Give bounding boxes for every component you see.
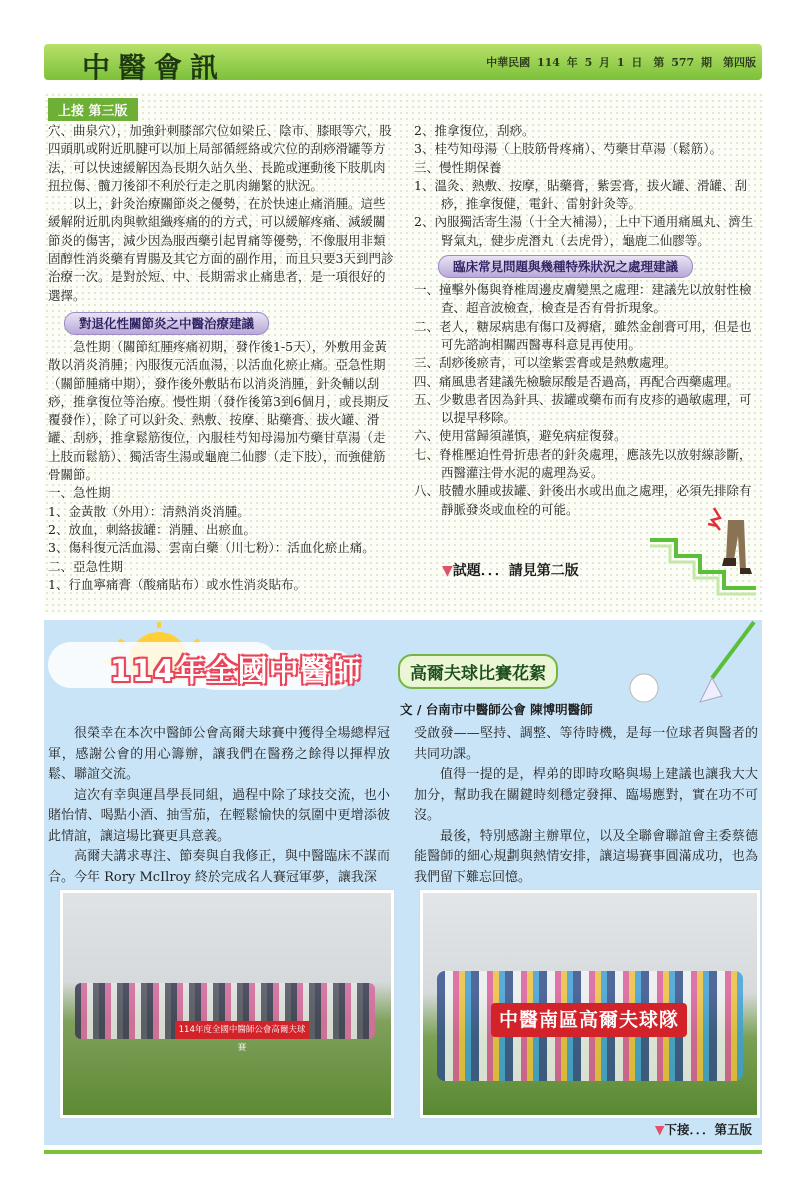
right-column — [414, 122, 758, 519]
right-list-item: 1、溫灸、熱敷、按摩，貼藥膏，紫雲膏，拔火罐、滑罐、刮痧，推拿復健，電針、雷射針灸等。 — [414, 177, 747, 212]
issue-date-line: 中華民國 114 年 5 月 1 日 第 577 期 第四版 — [486, 56, 756, 69]
left-para-3: 急性期（關節紅腫疼痛初期，發作後1-5天），外敷用金黃散以消炎消腫；內服復元活血湯，以活血化瘀止痛。亞急性期（關節腫痛中期），發作後外敷貼布以消炎消腫，針灸輔以刮痧，推拿復位等治療。慢性期（發作後第3到6個月，或長期反覆發作），除了可以針灸、熱敷、按摩、貼藥膏、拔火罐、滑罐、刮痧，推拿鬆筋復位，內服桂芍知母湯加芍藥甘草湯（走上肢而鬆筋）、獨活寄生湯或龜鹿二仙膠（走下肢），而強健筋骨關節。 — [48, 338, 389, 483]
section-heading-special: 臨床常見問題與幾種特殊狀況之處理建議 — [438, 255, 693, 278]
footer-divider — [44, 1150, 762, 1154]
article-subtitle: 高爾夫球比賽花絮 — [398, 654, 558, 689]
article-paragraph: 受啟發——堅持、調整、等待時機，是每一位球者與醫者的共同功課。 — [414, 726, 758, 762]
article-paragraph: 很榮幸在本次中醫師公會高爾夫球賽中獲得全場總桿冠軍，感謝公會的用心籌辦，讓我們在醫務之餘得以揮桿放鬆、聯誼交流。 — [48, 726, 390, 782]
article-left-column — [48, 724, 390, 888]
golf-article-section — [44, 620, 762, 1145]
group-photo-1 — [60, 890, 394, 1118]
left-list-item: 一、急性期 — [48, 485, 111, 501]
right-list-item: 3、桂芍知母湯（上肢筋骨疼痛）、芍藥甘草湯（鬆筋）。 — [414, 141, 722, 157]
triangle-down-icon: ▼ — [442, 563, 453, 579]
right-list-item: 2、推拿復位，刮痧。 — [414, 123, 535, 138]
section-heading-oa: 對退化性關節炎之中醫治療建議 — [64, 312, 269, 335]
team-banner: 中醫南區高爾夫球隊 — [491, 1003, 687, 1037]
article-title: 114年全國中醫師 — [110, 654, 362, 689]
quiz-link[interactable]: ▼試題．．．請見第二版 — [442, 563, 579, 579]
left-list-item: 3、傷科復元活血湯、雲南白藥（川七粉）：活血化瘀止痛。 — [48, 540, 375, 556]
left-para-2: 以上，針灸治療關節炎之優勢，在於快速止痛消腫。這些緩解附近肌肉與軟組織疼痛的的方式，可以緩解疼痛、減緩關節炎的傷害，減少因為服西藥引起胃痛等優勢，不像服用非類固醇性消炎藥有胃腸及其它方面的副作用，而且只要3天到門診治療一次。是對於短、中、長期需求止痛患者，是一項很好的選擇。 — [48, 196, 394, 303]
right-list-item: 2、內服獨活寄生湯（十全大補湯），上中下通用痛風丸、濟生腎氣丸，健步虎潛丸（去虎骨），龜鹿二仙膠等。 — [414, 214, 754, 248]
right-list-item: 七、脊椎壓迫性骨折患者的針灸處理，應該先以放射線診斷，西醫灌注骨水泥的處理為妥。 — [414, 446, 752, 481]
continued-from-tag: 上接 第三版 — [48, 98, 138, 121]
right-list-item: 三、刮痧後瘀青，可以塗紫雲膏或是熱敷處理。 — [414, 355, 677, 371]
right-list-item: 六、使用當歸須謹慎，避免病症復發。 — [414, 428, 627, 444]
left-list-item: 2、放血，刺絡拔罐：消腫、出瘀血。 — [48, 521, 256, 537]
continued-to-link[interactable]: ▼下接．．．第五版 — [654, 1122, 752, 1137]
article-byline: 文 / 台南市中醫師公會 陳博明醫師 — [400, 702, 593, 717]
article-paragraph: 最後，特別感謝主辦單位，以及全聯會聯誼會主委蔡德能醫師的細心規劃與熱情安排，讓這場賽事圓滿成功，也為我們留下難忘回憶。 — [414, 828, 758, 885]
top-article-section — [44, 92, 762, 614]
left-list-item: 二、亞急性期 — [48, 558, 124, 574]
left-list-item: 1、行血寧痛膏（酸痛貼布）或水性消炎貼布。 — [48, 576, 306, 592]
right-list-item: 五、少數患者因為針具、拔罐或藥布而有皮疹的過敏處理，可以提早移除。 — [414, 391, 752, 426]
right-list-item: 一、撞擊外傷與脊椎周邊皮膚變黑之處理：建議先以放射性檢查、超音波檢查，檢查是否有骨折現象。 — [414, 282, 752, 316]
article-paragraph: 高爾夫講求專注、節奏與自我修正，與中醫臨床不謀而合。今年 Rory McIlroy 終於完成名人賽冠軍夢，讓我深 — [48, 849, 390, 885]
right-list-item: 二、老人，糖尿病患有傷口及褥瘡，雖然金創膏可用，但是也可先諮詢相關西醫專科意見再使用。 — [414, 318, 752, 352]
right-list-item: 三、慢性期保養 — [414, 159, 502, 175]
knee-pain-stairs-illustration — [648, 500, 760, 602]
newsletter-title: 中醫會訊 — [82, 51, 227, 84]
event-banner: 114年度全國中醫師公會高爾夫球賽 — [175, 1021, 309, 1039]
left-para-1: 穴、曲泉穴），加強針刺膝部穴位如梁丘、陰市、膝眼等穴，股四頭肌或附近肌腱可以加上局部循經絡或穴位的刮痧滑罐等方法，可以快速緩解因為長期久站久坐、長跪或運動後下肢肌肉扭拉傷、髖刀後卻不利於行走之肌肉繃緊的狀況。 — [48, 123, 392, 193]
article-paragraph: 值得一提的是，桿弟的即時攻略與場上建議也讓我大大加分，幫助我在關鍵時刻穩定發揮、臨場應對，實在功不可沒。 — [414, 767, 758, 823]
triangle-down-icon: ▼ — [654, 1122, 665, 1137]
group-photo-2 — [420, 890, 760, 1118]
golf-club-icon — [604, 620, 762, 710]
left-column — [48, 122, 394, 594]
right-list-item: 四、痛風患者建議先檢驗尿酸是否過高，再配合西藥處理。 — [414, 373, 740, 389]
article-right-column — [414, 724, 758, 888]
right-list-item: 八、肢體水腫或拔罐、針後出水或出血之處理，必須先排除有靜脈發炎或血栓的可能。 — [414, 483, 752, 517]
left-list-item: 1、金黃散（外用）：清熱消炎消腫。 — [48, 503, 250, 519]
article-paragraph: 這次有幸與運昌學長同組，過程中除了球技交流，也小賭怡情、喝點小酒、抽雪茄，在輕鬆愉快的氛圍中更增添彼此情誼，讓這場比賽更具意義。 — [48, 787, 390, 844]
page-header — [44, 44, 762, 84]
